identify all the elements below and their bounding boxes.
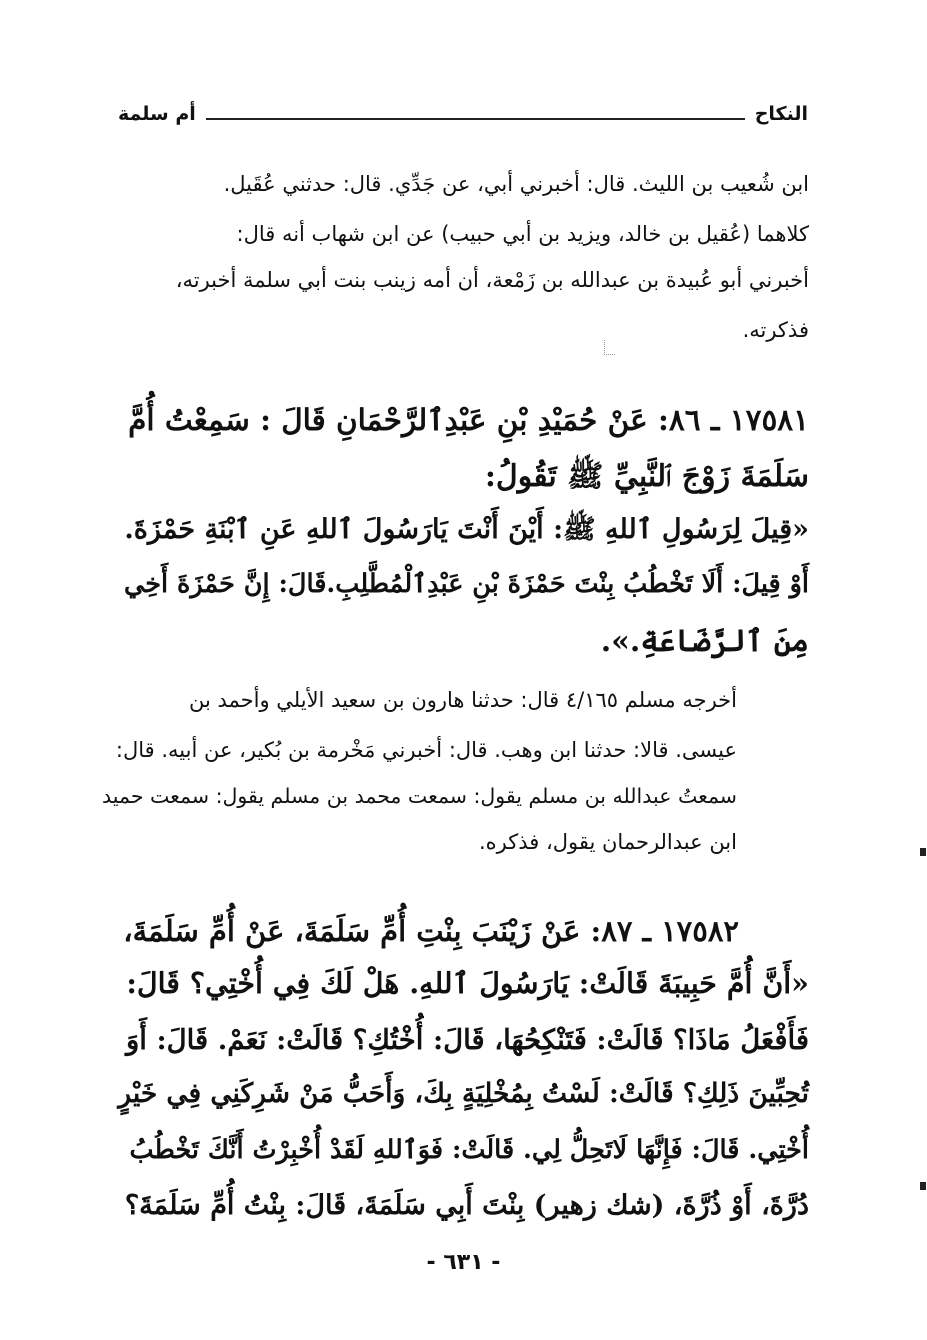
scan-mark [604, 340, 615, 355]
margin-speck [920, 848, 926, 856]
hadith-line: ١٧٥٨٢ ـ ٨٧: عَنْ زَيْنَبَ بِنْتِ أُمِّ سَلَمَةَ، عَنْ أُمِّ سَلَمَةَ، [123, 914, 739, 948]
book-title: النكاح [754, 103, 808, 125]
hadith-line: أَوْ قِيلَ: أَلَا تَخْطُبُ بِنْتَ حَمْزَةَ بْنِ عَبْدِٱلْمُطَّلِبِ.قَالَ: إِنَّ حَمْزَةَ أَخِي [124, 569, 809, 599]
hadith-line: مِنَ ٱلرَّضَاعَةِ.». [600, 624, 809, 659]
text-line: فذكرته. [742, 318, 809, 342]
hadith-line: دُرَّةَ، أَوْ ذُرَّةَ، (شك زهير) بِنْتَ أَبِي سَلَمَةَ، قَالَ: بِنْتُ أُمِّ سَلَمَةَ؟ [124, 1190, 809, 1221]
chapter-title: أم سلمة [118, 103, 196, 125]
takhrij-line: ابن عبدالرحمان يقول، فذكره. [478, 830, 737, 854]
takhrij-line: سمعتُ عبدالله بن مسلم يقول: سمعت محمد بن مسلم يقول: سمعت حميد [102, 784, 737, 808]
hadith-line: فَأَفْعَلُ مَاذَا؟ قَالَتْ: فَتَنْكِحُهَا، قَالَ: أُخْتُكِ؟ قَالَتْ: نَعَمْ. قَالَ: أَوَ [126, 1024, 809, 1056]
hadith-line: تُحِبِّينَ ذَلِكِ؟ قَالَتْ: لَسْتُ بِمُخْلِيَةٍ بِكَ، وَأَحَبُّ مَنْ شَرِكَنِي فِي خَيْرٍ [118, 1078, 809, 1109]
takhrij-line: أخرجه مسلم ٤/١٦٥ قال: حدثنا هارون بن سعيد الأيلي وأحمد بن [188, 688, 737, 712]
hadith-line: سَلَمَةَ زَوْجَ ٱلنَّبِيِّ ﷺ تَقُولُ: [484, 459, 809, 494]
hadith-line: أُخْتِي. قَالَ: فَإِنَّهَا لَاتَحِلُّ لِي. قَالَتْ: فَوَٱللهِ لَقَدْ أُخْبِرْتُ أَنَّكَ تَخْطُبُ [129, 1135, 809, 1165]
hadith-line: «أَنَّ أُمَّ حَبِيبَةَ قَالَتْ: يَارَسُولَ ٱللهِ. هَلْ لَكَ فِي أُخْتِي؟ قَالَ: [126, 966, 809, 1000]
hadith-line: ١٧٥٨١ ـ ٨٦: عَنْ حُمَيْدِ بْنِ عَبْدِٱلرَّحْمَانِ قَالَ : سَمِعْتُ أُمَّ [128, 402, 809, 437]
text-line: كلاهما (عُقيل بن خالد، ويزيد بن أبي حبيب) عن ابن شهاب أنه قال: [236, 222, 809, 246]
page-number: - ٦٣١ - [426, 1250, 501, 1275]
running-header [118, 96, 808, 132]
text-line: أخبرني أبو عُبيدة بن عبدالله بن زَمْعة، أن أمه زينب بنت أبي سلمة أخبرته، [175, 268, 809, 292]
margin-speck [920, 1182, 926, 1190]
header-rule [206, 118, 745, 120]
text-line: ابن شُعيب بن الليث. قال: أخبرني أبي، عن جَدِّي. قال: حدثني عُقَيل. [223, 172, 809, 196]
takhrij-line: عيسى. قالا: حدثنا ابن وهب. قال: أخبرني مَخْرمة بن بُكير، عن أبيه. قال: [115, 738, 737, 762]
hadith-line: «قِيلَ لِرَسُولِ ٱللهِ ﷺ: أَيْنَ أَنْتَ يَارَسُولَ ٱللهِ عَنِ ٱبْنَةِ حَمْزَةَ. [124, 514, 809, 545]
